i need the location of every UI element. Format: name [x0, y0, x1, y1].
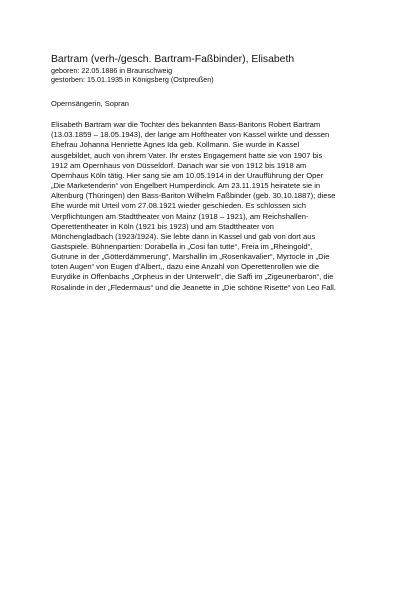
- bio-line: Gastspiele. Bühnenpartien: Dorabella in „Cosi fan tutte“, Freia im „Rheingold“,: [51, 241, 313, 251]
- bio-line: Elisabeth Bartram war die Tochter des bekannten Bass-Baritons Robert Bartram: [51, 120, 321, 130]
- biography-text: [51, 120, 371, 293]
- bio-line: Opernhaus Köln tätig. Hier sang sie am 10.05.1914 in der Uraufführung der Oper: [51, 170, 324, 180]
- biography-entry: [51, 54, 371, 293]
- bio-line: Ehefrau Johanna Henriette Agnes Ida geb. Kollmann. Sie wurde in Kassel: [51, 140, 300, 150]
- bio-line: Verpflichtungen am Stadttheater von Mainz (1918 – 1921), am Reichshallen-: [51, 211, 309, 221]
- bio-line: 1912 am Opernhaus von Düsseldorf. Danach war sie von 1912 bis 1918 am: [51, 160, 307, 170]
- bio-line: Eurydike in Offenbachs „Orpheus in der Unterwelt“, die Saffi im „Zigeunerbaron“, die: [51, 272, 334, 282]
- bio-line: „Die Marketenderin“ von Engelbert Humperdinck. Am 23.11.1915 heiratete sie in: [51, 181, 321, 191]
- entry-title: Bartram (verh-/gesch. Bartram-Faßbinder), Elisabeth: [51, 54, 295, 65]
- bio-line: Rosalinde in der „Fledermaus“ und die Jeanette in „Die schöne Risette“ von Leo Fall.: [51, 282, 336, 292]
- bio-line: toten Augen“ von Eugen d’Albert,, dazu eine Anzahl von Operettenrollen wie die: [51, 262, 320, 272]
- profession-line: Opernsängerin, Sopran: [51, 98, 129, 108]
- birth-line: geboren: 22.05.1886 in Braunschweig: [51, 66, 173, 75]
- bio-line: ausgebildet, auch von ihrem Vater. Ihr erstes Engagement hatte sie von 1907 bis: [51, 150, 323, 160]
- death-line: gestorben: 15.01.1935 in Königsberg (Ostpreußen): [51, 75, 214, 85]
- bio-line: Altenburg (Thüringen) den Bass-Bariton Wilhelm Faßbinder (geb. 30.10.1887); diese: [51, 191, 336, 201]
- bio-line: Gutrune in der „Götterdämmerung“, Marshallin im „Rosenkavalier“, Myrtocle in „Die: [51, 252, 330, 262]
- bio-line: (13.03.1859 – 18.05.1943), der lange am Hoftheater von Kassel wirkte und dessen: [51, 130, 330, 140]
- bio-line: Mönchengladbach (1923/1924). Sie lebte dann in Kassel und gab von dort aus: [51, 231, 316, 241]
- bio-line: Ehe wurde mit Urteil vom 27.08.1921 wieder geschieden. Es schlossen sich: [51, 201, 306, 211]
- bio-line: Operettentheater in Köln (1921 bis 1923) und am Stadttheater von: [51, 221, 274, 231]
